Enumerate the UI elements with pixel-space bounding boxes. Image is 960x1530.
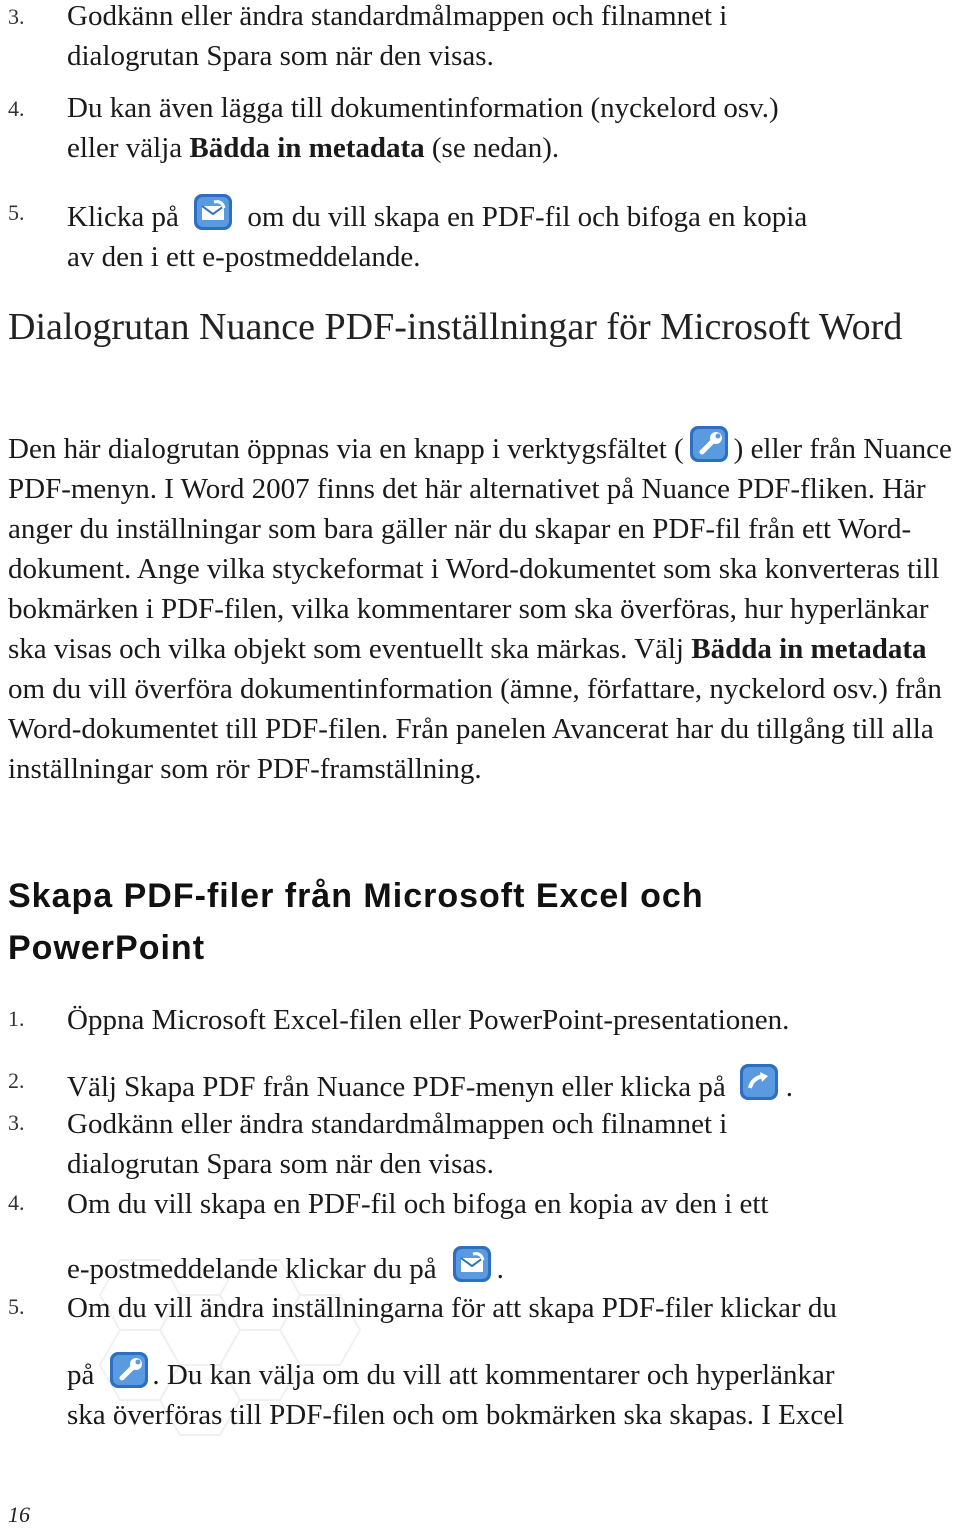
text-span: . bbox=[785, 1071, 794, 1103]
bold-term: Bädda in metadata bbox=[189, 132, 425, 164]
text-line: av den i ett e-postmeddelande. bbox=[67, 241, 421, 273]
list-item-text: Öppna Microsoft Excel-filen eller PowerPoint-presentationen. bbox=[67, 1004, 790, 1036]
list-number: 4. bbox=[8, 1190, 25, 1215]
list-number: 5. bbox=[8, 1294, 25, 1319]
text-line bbox=[67, 192, 947, 237]
text-line: ska överföras till PDF-filen och om bokmärken ska skapas. I Excel bbox=[67, 1399, 845, 1431]
text-span: på bbox=[67, 1359, 95, 1391]
section-heading: Dialogrutan Nuance PDF-inställningar för Microsoft Word bbox=[8, 306, 903, 348]
email-pdf-icon bbox=[451, 1244, 493, 1284]
text-line bbox=[67, 128, 947, 168]
text-span: ) eller från Nuance PDF-menyn. I Word 2007 finns det här alternativet på Nuance PDF-fliken. Här anger du inställningar som bara gäller när du skapar en PDF-fil från ett Word-dokument. Ange vilka styckeformat i Word-dokumentet som ska konverteras till bokmärken i PDF-filen, vilka kommentarer som ska överföras, hur hyperlänkar ska visas och vilka objekt som eventuellt ska märkas. Välj bbox=[8, 433, 952, 665]
list-item-text bbox=[67, 1288, 947, 1435]
list-number: 4. bbox=[8, 96, 25, 121]
text-line: Godkänn eller ändra standardmålmappen och filnamnet i bbox=[67, 1108, 728, 1140]
text-line: dialogrutan Spara som när den visas. bbox=[67, 1148, 494, 1180]
text-span: Den här dialogrutan öppnas via en knapp i verktygsfältet ( bbox=[8, 433, 684, 465]
text-line: Om du vill skapa en PDF-fil och bifoga en kopia av den i ett bbox=[67, 1188, 769, 1220]
list-number: 1. bbox=[8, 1006, 25, 1031]
pdf-settings-icon bbox=[108, 1350, 150, 1390]
text-span: om du vill skapa en PDF-fil och bifoga en kopia bbox=[247, 201, 808, 233]
list-item-text bbox=[67, 1184, 947, 1289]
text-span: om du vill överföra dokumentinformation (ämne, författare, nyckelord osv.) från Word-dokumentet till PDF-filen. Från panelen Avancerat har du tillgång till alla inställningar som rör PDF-framställning. bbox=[8, 673, 942, 785]
list-number: 3. bbox=[8, 4, 25, 29]
text-line: Om du vill ändra inställningarna för att skapa PDF-filer klickar du bbox=[67, 1292, 837, 1324]
text-span: e-postmeddelande klickar du på bbox=[67, 1253, 437, 1285]
page-number: 16 bbox=[8, 1502, 30, 1527]
heading-line: Skapa PDF-filer från Microsoft Excel och bbox=[8, 877, 704, 915]
bold-term: Bädda in metadata bbox=[691, 633, 927, 665]
list-item-text bbox=[67, 88, 947, 168]
body-paragraph bbox=[8, 424, 953, 789]
list-item-text bbox=[67, 0, 947, 76]
list-number: 2. bbox=[8, 1068, 25, 1093]
text-line bbox=[67, 1244, 947, 1289]
text-line bbox=[67, 1350, 947, 1395]
text-line: dialogrutan Spara som när den visas. bbox=[67, 40, 494, 72]
create-pdf-icon bbox=[738, 1062, 780, 1102]
text-span: . Du kan välja om du vill att kommentarer och hyperlänkar bbox=[152, 1359, 835, 1391]
heading-line: PowerPoint bbox=[8, 929, 206, 967]
list-number: 5. bbox=[8, 200, 25, 225]
email-pdf-icon bbox=[192, 192, 234, 232]
text-span: eller välja bbox=[67, 132, 190, 164]
text-span: Klicka på bbox=[67, 201, 179, 233]
text-span: (se nedan). bbox=[424, 132, 560, 164]
list-item-text bbox=[67, 1062, 947, 1107]
text-span: . bbox=[496, 1253, 504, 1285]
list-number: 3. bbox=[8, 1110, 25, 1135]
text-span: Välj Skapa PDF från Nuance PDF-menyn eller klicka på bbox=[67, 1071, 726, 1103]
text-line: Du kan även lägga till dokumentinformation (nyckelord osv.) bbox=[67, 92, 779, 124]
section-heading bbox=[8, 870, 908, 974]
list-item-text bbox=[67, 1104, 947, 1184]
list-item-text bbox=[67, 192, 947, 277]
pdf-settings-icon bbox=[688, 424, 730, 464]
text-line: Godkänn eller ändra standardmålmappen och filnamnet i bbox=[67, 0, 728, 32]
